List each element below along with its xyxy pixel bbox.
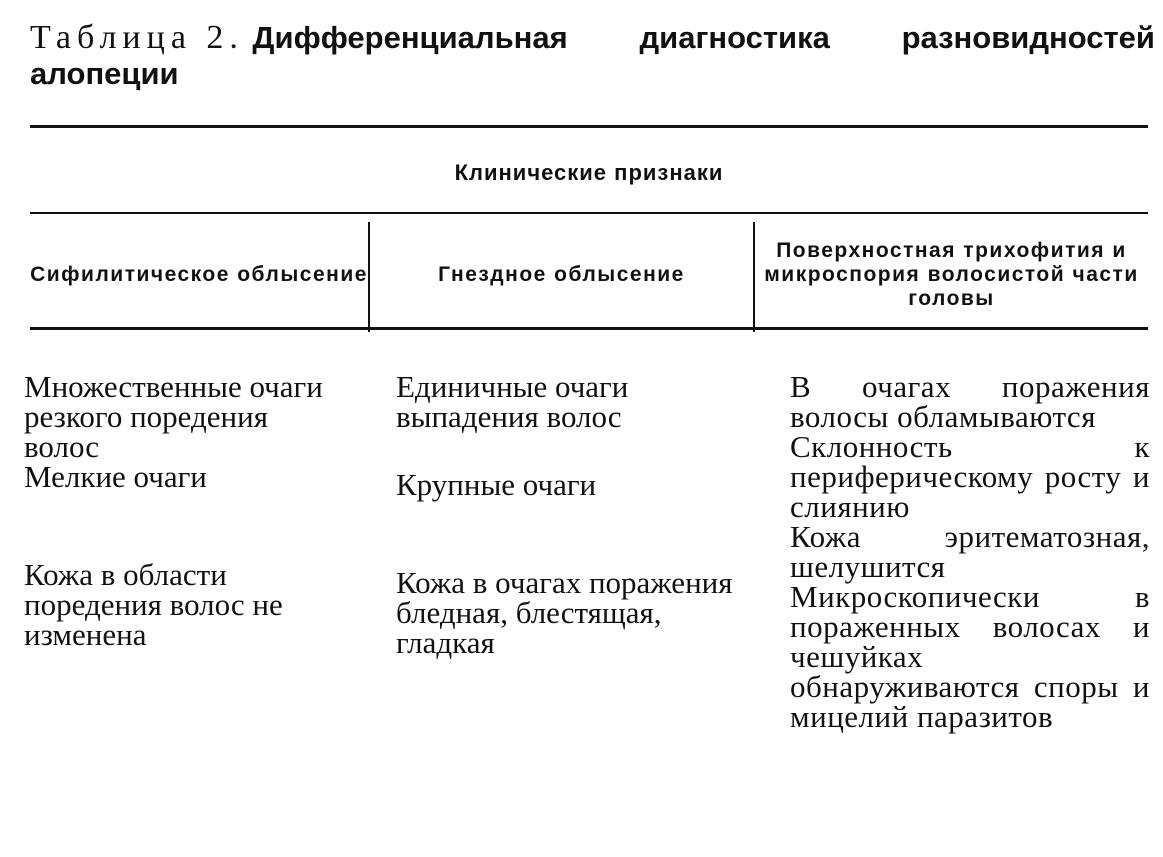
cell: Склонность к периферическому росту и слиянию	[790, 429, 1150, 524]
table-title	[30, 20, 1155, 92]
cell: Мелкие очаги	[24, 459, 207, 494]
title-word-1: Дифференциальная	[252, 20, 568, 55]
cell: Единичные очаги выпадения волос	[396, 369, 629, 434]
cell: Кожа в области поредения волос не изменена	[24, 557, 283, 652]
cell: Множественные очаги резкого поредения волос	[24, 369, 323, 464]
title-word-2: диагностика	[639, 20, 830, 55]
group-rule	[30, 212, 1148, 214]
group-header: Клинические признаки	[454, 160, 724, 185]
cell: Кожа эритематозная, шелушится	[790, 519, 1150, 584]
top-rule	[30, 125, 1148, 128]
column-areata	[396, 369, 748, 660]
cell: В очагах поражения волосы обламываются	[790, 369, 1150, 434]
cell: Микроскопически в пораженных волосах и чешуйках обнаруживаются споры и мицелий паразитов	[790, 579, 1150, 734]
cell: Кожа в очагах поражения бледная, блестящая, гладкая	[396, 565, 733, 660]
column-header-trichophytia: Поверхностная трихофития и микроспория волосистой части головы	[764, 239, 1139, 310]
table-number: Таблица 2.	[30, 19, 244, 56]
header-rule	[30, 327, 1148, 330]
column-header-syphilitic: Сифилитическое облысение	[30, 263, 368, 286]
title-word-3: разновидностей	[901, 20, 1155, 55]
column-header-areata: Гнездное облысение	[438, 263, 685, 286]
cell: Крупные очаги	[396, 467, 597, 502]
title-line-2: алопеции	[30, 56, 179, 91]
column-syphilitic	[24, 369, 334, 652]
column-trichophytia	[790, 369, 1150, 734]
